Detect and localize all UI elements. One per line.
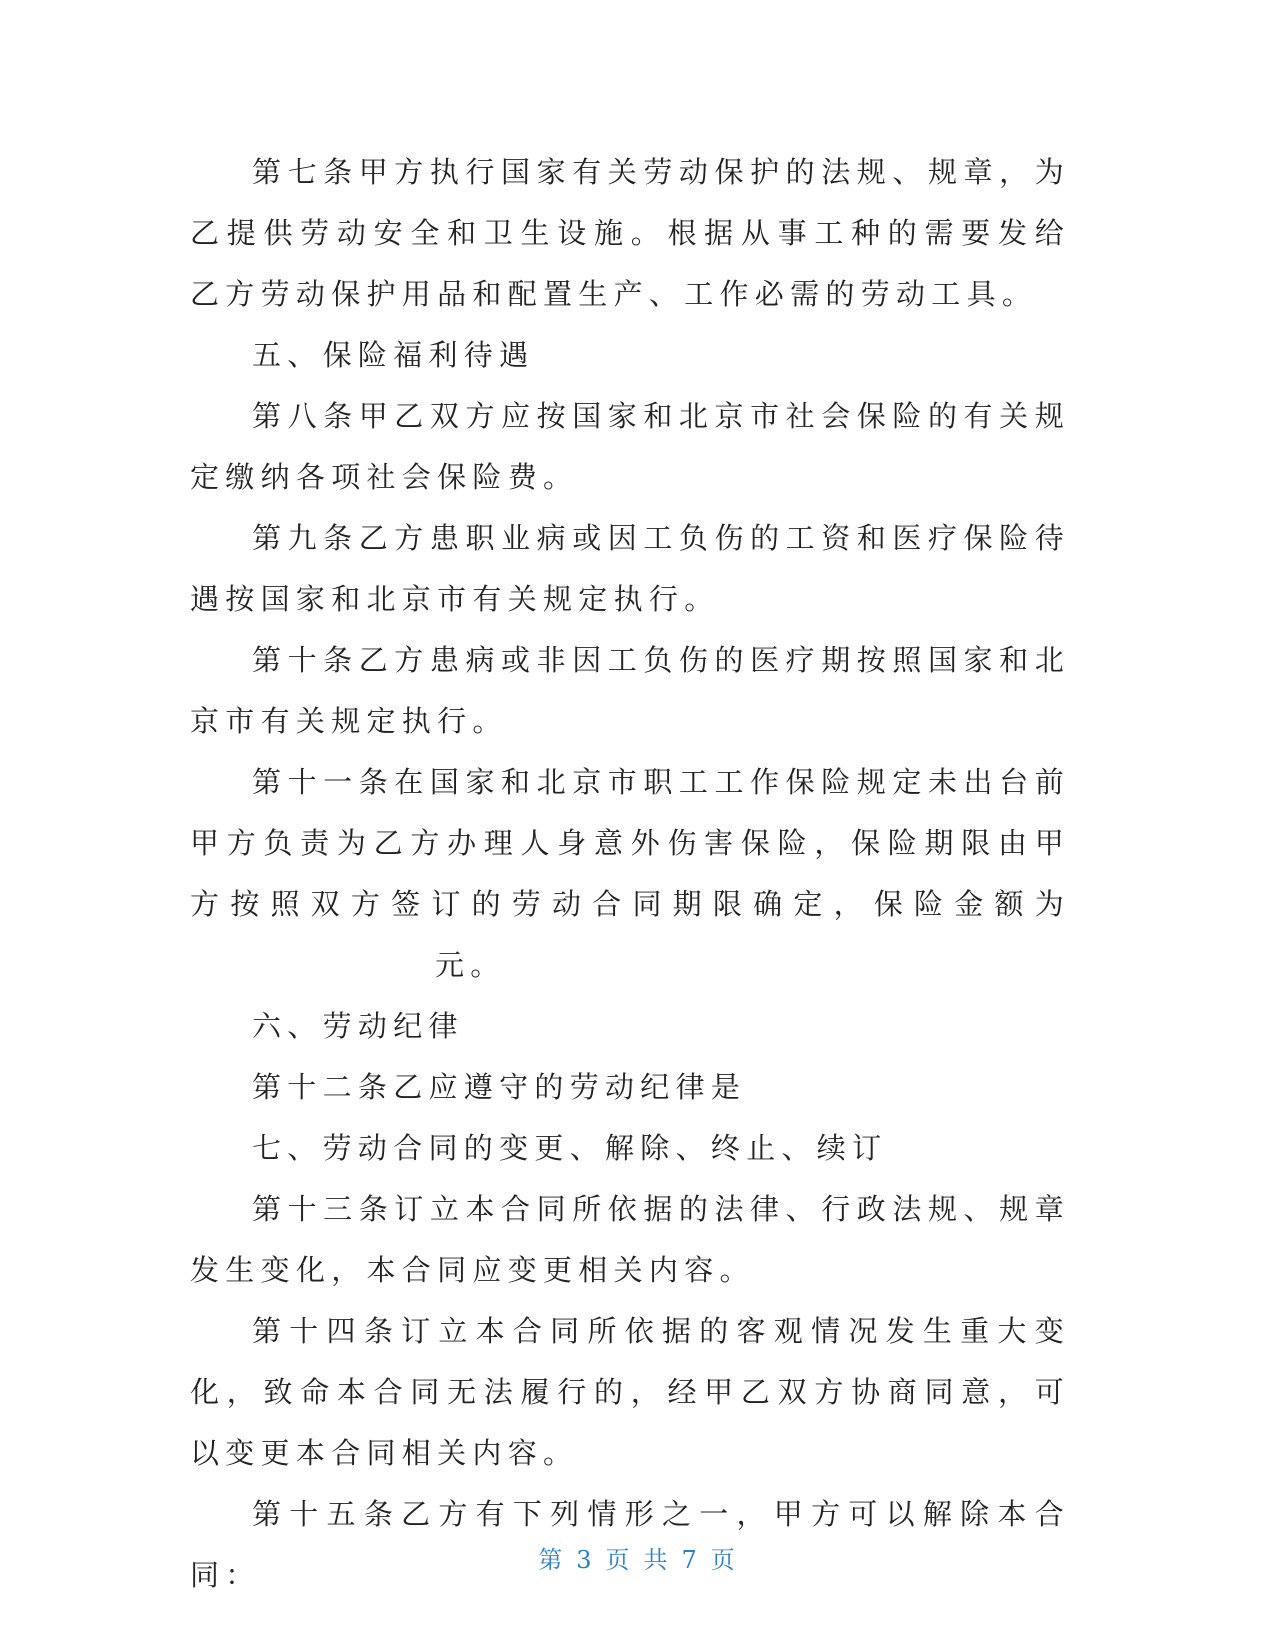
document-body bbox=[190, 142, 1070, 1606]
article-9: 第九条乙方患职业病或因工负伤的工资和医疗保险待遇按国家和北京市有关规定执行。 bbox=[190, 521, 1070, 616]
article-11-suffix: 元。 bbox=[435, 948, 506, 982]
total-page-number: 7 bbox=[681, 1546, 699, 1574]
article-13: 第十三条订立本合同所依据的法律、行政法规、规章发生变化，本合同应变更相关内容。 bbox=[190, 1192, 1070, 1287]
article-10: 第十条乙方患病或非因工负伤的医疗期按照国家和北京市有关规定执行。 bbox=[190, 643, 1070, 738]
article-14: 第十四条订立本合同所依据的客观情况发生重大变化，致命本合同无法履行的，经甲乙双方协商同意，可以变更本合同相关内容。 bbox=[190, 1314, 1070, 1470]
page-footer bbox=[0, 1540, 1275, 1575]
footer-gong: 共 bbox=[643, 1546, 670, 1574]
footer-ye: 页 bbox=[605, 1546, 632, 1574]
article-12: 第十二条乙应遵守的劳动纪律是 bbox=[252, 1070, 747, 1104]
section-6-heading: 六、劳动纪律 bbox=[252, 1009, 464, 1043]
article-15: 第十五条乙方有下列情形之一，甲方可以解除本合同： bbox=[190, 1497, 1070, 1592]
section-5-heading: 五、保险福利待遇 bbox=[252, 338, 535, 372]
article-8: 第八条甲乙双方应按国家和北京市社会保险的有关规定缴纳各项社会保险费。 bbox=[190, 399, 1070, 494]
footer-di: 第 bbox=[538, 1546, 565, 1574]
section-7-heading: 七、劳动合同的变更、解除、终止、续订 bbox=[252, 1131, 888, 1165]
article-11-text: 第十一条在国家和北京市职工工作保险规定未出台前甲方负责为乙方办理人身意外伤害保险，保险期限由甲方按照双方签订的劳动合同期限确定，保险金额为 bbox=[190, 765, 1070, 921]
article-7: 第七条甲方执行国家有关劳动保护的法规、规章，为乙提供劳动安全和卫生设施。根据从事工种的需要发给乙方劳动保护用品和配置生产、工作必需的劳动工具。 bbox=[190, 155, 1070, 311]
article-11 bbox=[190, 752, 1070, 996]
current-page-number: 3 bbox=[576, 1546, 594, 1574]
footer-ye2: 页 bbox=[710, 1546, 737, 1574]
